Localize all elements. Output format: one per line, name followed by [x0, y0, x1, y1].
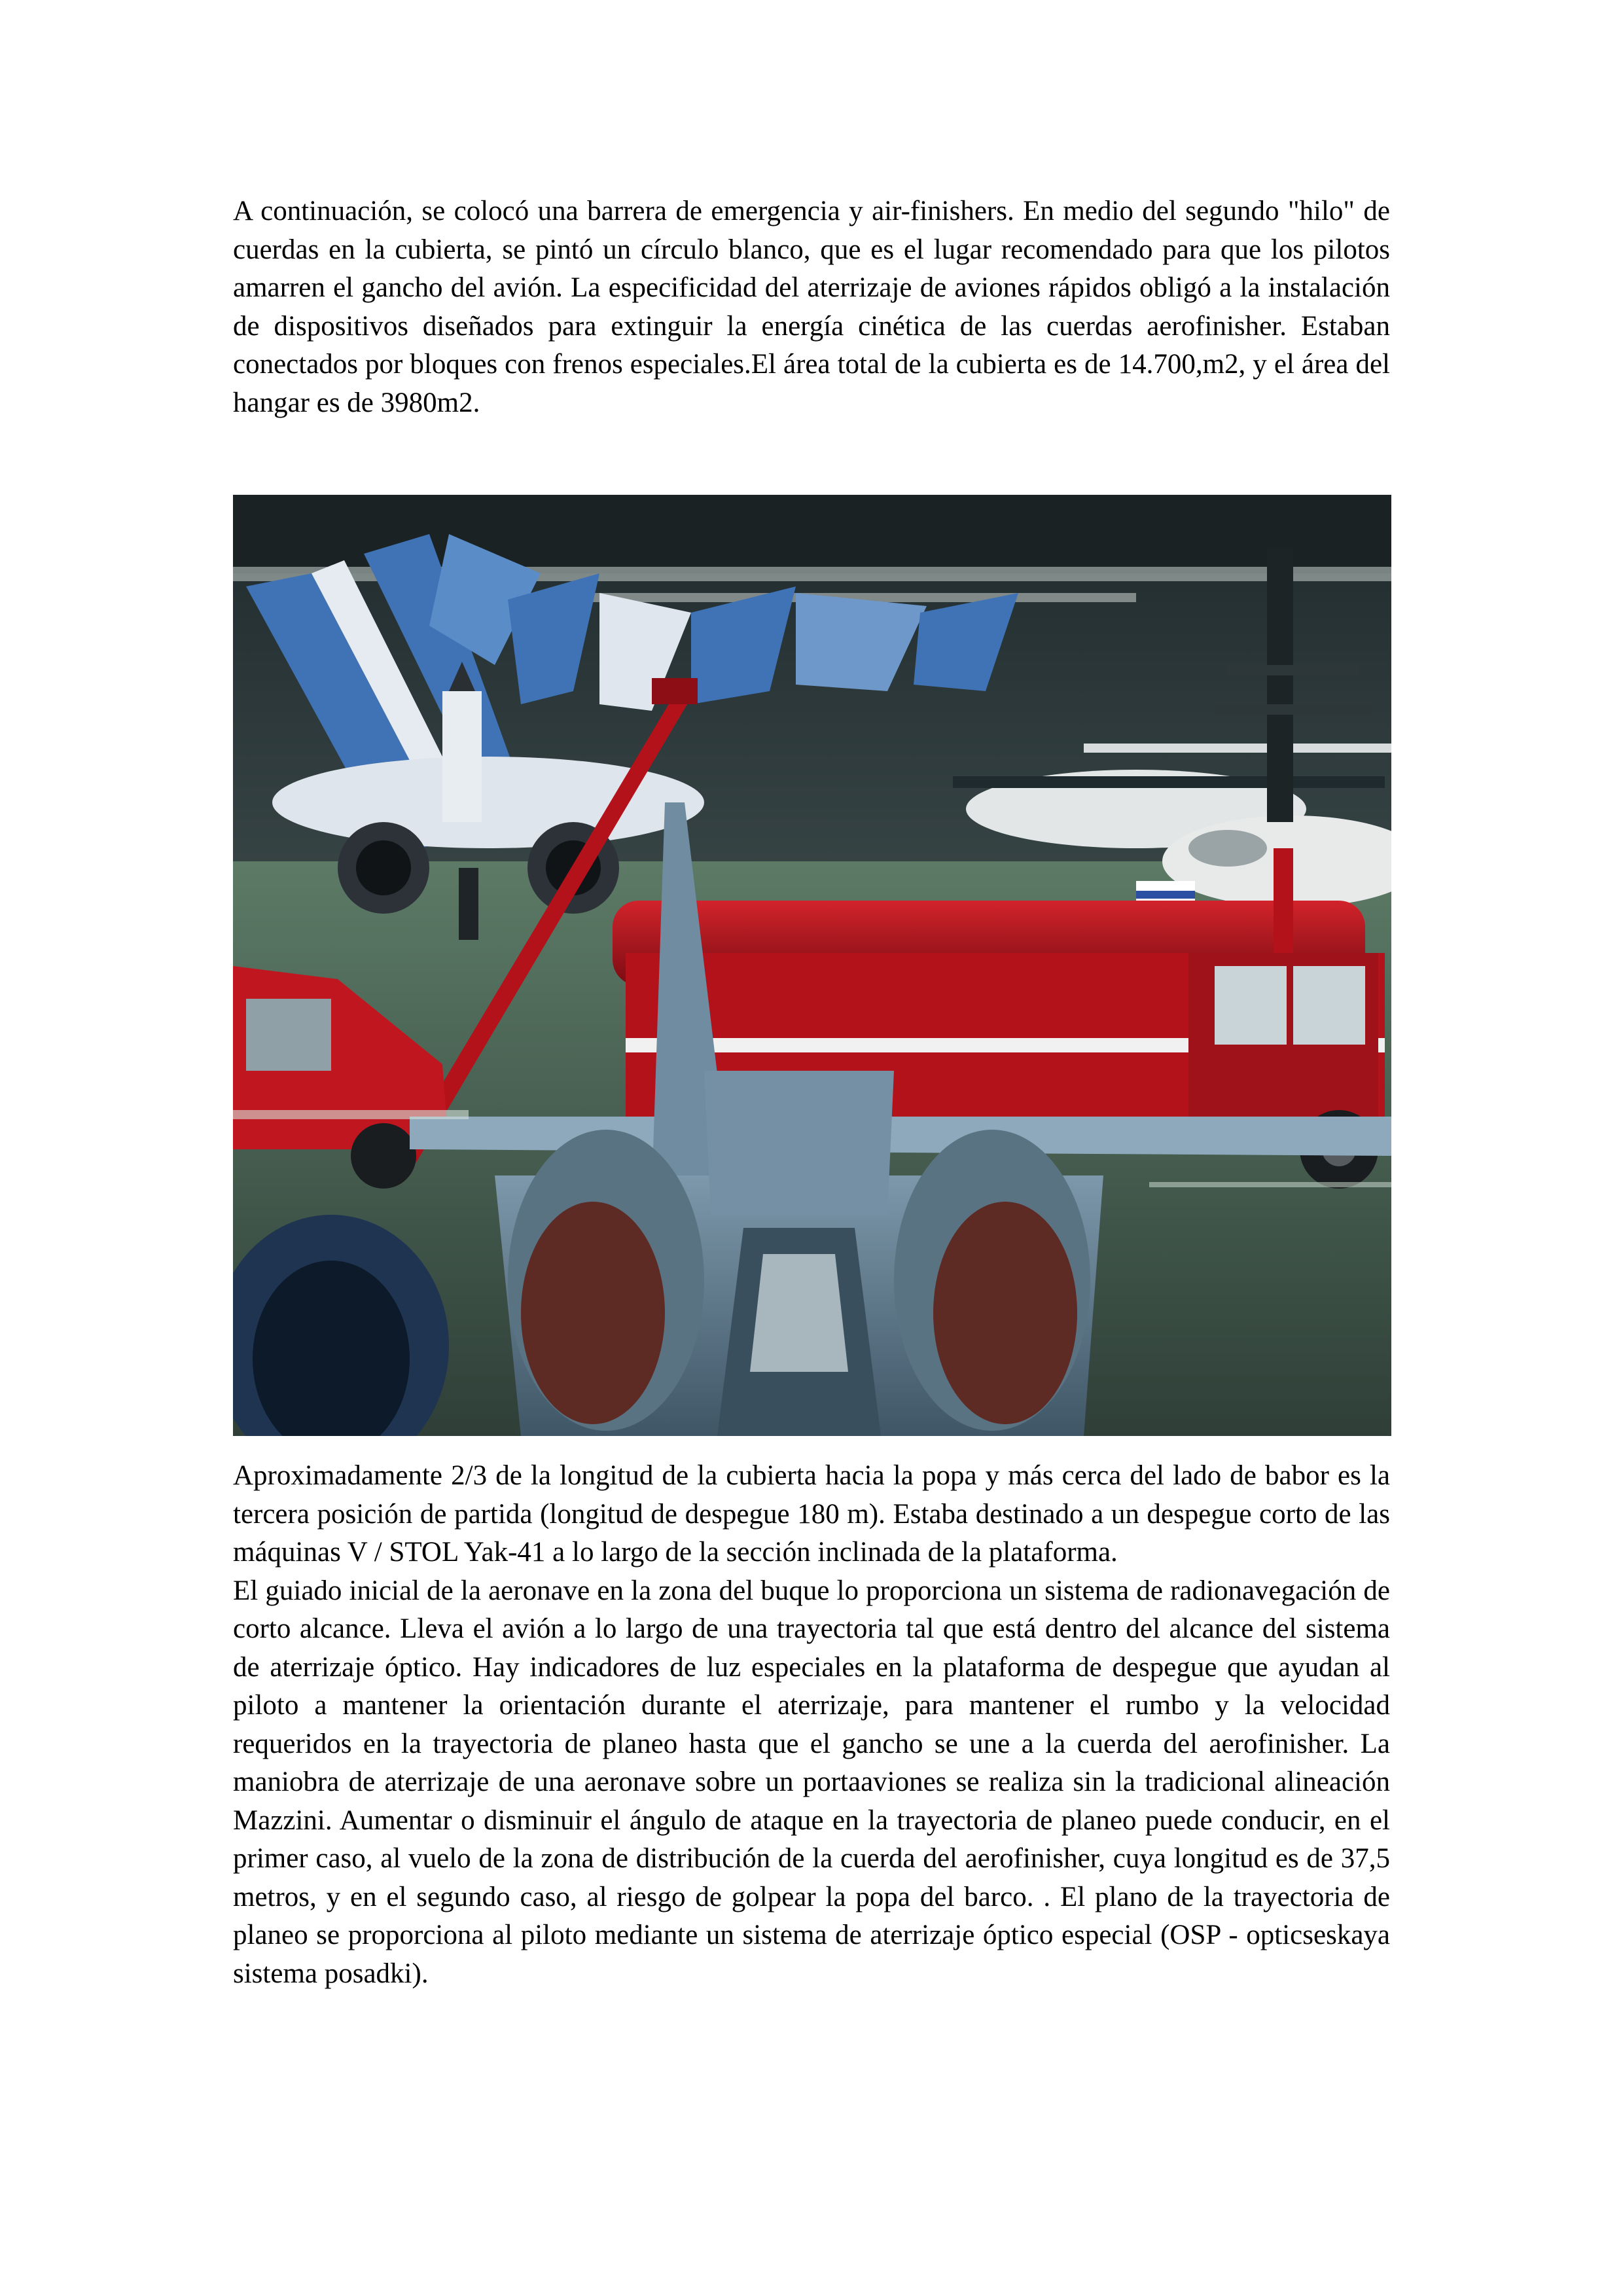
- body-text-bottom: [233, 1457, 1390, 1993]
- hangar-photo-illustration: [233, 495, 1391, 1436]
- paragraph: A continuación, se colocó una barrera de emergencia y air-finishers. En medio del segundo "hilo" de cuerdas en la cubierta, se pintó un círculo blanco, que es el lugar recomendado para que los pilotos amarren el gancho del avión. La especificidad del aterrizaje de aviones rápidos obligó a la instalación de dispositivos diseñados para extinguir la energía cinética de las cuerdas aerofinisher. Estaban conectados por bloques con frenos especiales.El área total de la cubierta es de 14.700,m2, y el área del hangar es de 3980m2.: [233, 196, 1390, 418]
- body-text-top: [233, 192, 1390, 422]
- paragraph: Aproximadamente 2/3 de la longitud de la cubierta hacia la popa y más cerca del lado de babor es la tercera posición de partida (longitud de despegue 180 m). Estaba destinado a un despegue corto de las máquinas V / STOL Yak-41 a lo largo de la sección inclinada de la plataforma.: [233, 1460, 1390, 1568]
- paragraph: El guiado inicial de la aeronave en la zona del buque lo proporciona un sistema de radionavegación de corto alcance. Lleva el avión a lo largo de una trayectoria tal que está dentro del alcance del sistema de aterrizaje óptico. Hay indicadores de luz especiales en la plataforma de despegue que ayudan al piloto a mantener la orientación durante el aterrizaje, para mantener el rumbo y la velocidad requeridos en la trayectoria de planeo hasta que el gancho se une a la cuerda del aerofinisher. La maniobra de aterrizaje de una aeronave sobre un portaaviones se realiza sin la tradicional alineación Mazzini. Aumentar o disminuir el ángulo de ataque en la trayectoria de planeo puede conducir, en el primer caso, al vuelo de la zona de distribución de la cuerda del aerofinisher, cuya longitud es de 37,5 metros, y en el segundo caso, al riesgo de golpear la popa del barco. . El plano de la trayectoria de planeo se proporciona al piloto mediante un sistema de aterrizaje óptico especial (OSP - opticseskaya sistema posadki).: [233, 1575, 1390, 1989]
- hangar-photo: [233, 495, 1391, 1436]
